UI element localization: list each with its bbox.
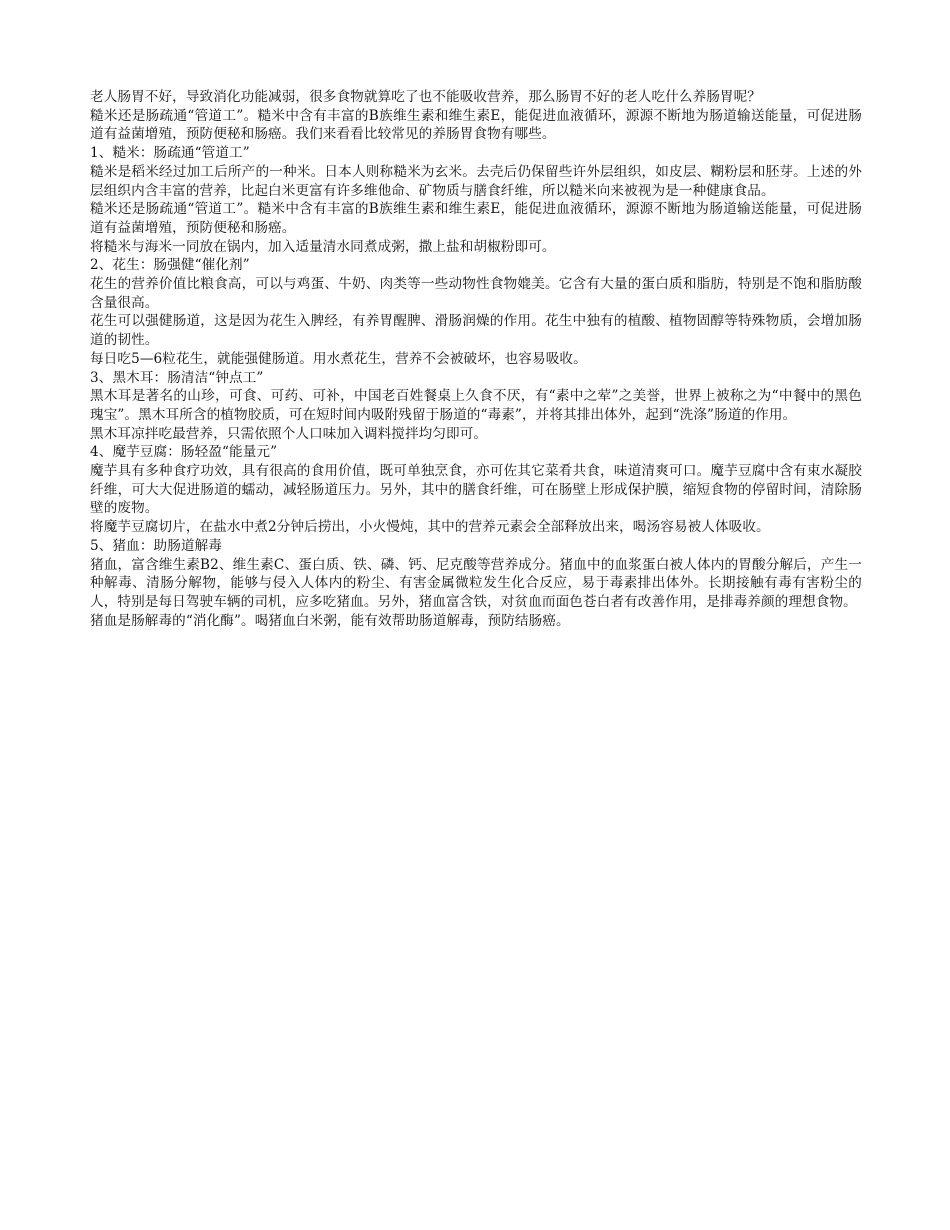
section-heading-brown-rice: 1、糙米：肠疏通“管道工” (90, 145, 250, 162)
peanut-recipe: 每日吃5—6粒花生，就能强健肠道。用水煮花生，营养不会被破坏，也容易吸收。 (90, 350, 587, 367)
intro-summary-paragraph: 糙米还是肠疏通“管道工”。糙米中含有丰富的B族维生素和维生素E，能促进血液循环，源源不断地为肠道输送能量，可促进肠道有益菌增殖，预防便秘和肠癌。我们来看看比较常见的养肠胃食物有哪些。 (90, 107, 862, 143)
peanut-description: 花生的营养价值比粮食高，可以与鸡蛋、牛奶、肉类等一些动物性食物媲美。它含有大量的蛋白质和脂肪，特别是不饱和脂肪酸含量很高。 (90, 276, 862, 311)
section-heading-black-fungus: 3、黑木耳：肠清洁“钟点工” (90, 369, 264, 386)
konjac-tofu-description: 魔芋具有多种食疗功效，具有很高的食用价值，既可单独烹食，亦可佐其它菜肴共食，味道清爽可口。魔芋豆腐中含有束水凝胶纤维，可大大促进肠道的蠕动，减轻肠道压力。另外，其中的膳食纤维，可在肠壁上形成保护膜，缩短食物的停留时间，清除肠壁的废物。 (90, 463, 862, 517)
pig-blood-description: 猪血，富含维生素B2、维生素C、蛋白质、铁、磷、钙、尼克酸等营养成分。猪血中的血浆蛋白被人体内的胃酸分解后，产生一种解毒、清肠分解物，能够与侵入人体内的粉尘、有害金属微粒发生化合反应，易于毒素排出体外。长期接触有毒有害粉尘的人，特别是每日驾驶车辆的司机，应多吃猪血。另外，猪血富含铁，对贫血而面色苍白者有改善作用，是排毒养颜的理想食物。 (90, 556, 862, 610)
black-fungus-description: 黑木耳是著名的山珍，可食、可药、可补，中国老百姓餐桌上久食不厌，有“素中之荤”之美誉，世界上被称之为“中餐中的黑色瑰宝”。黑木耳所含的植物胶质，可在短时间内吸附残留于肠道的“毒素”，并将其排出体外，起到“洗涤”肠道的作用。 (90, 388, 862, 423)
konjac-tofu-recipe: 将魔芋豆腐切片，在盐水中煮2分钟后捞出，小火慢炖，其中的营养元素会全部释放出来，喝汤容易被人体吸收。 (90, 519, 770, 536)
section-heading-peanut: 2、花生：肠强健“催化剂” (90, 257, 250, 274)
section-heading-konjac-tofu: 4、魔芋豆腐：肠轻盈“能量元” (90, 444, 278, 461)
black-fungus-recipe: 黑木耳凉拌吃最营养，只需依照个人口味加入调料搅拌均匀即可。 (90, 425, 488, 442)
pig-blood-recipe: 猪血是肠解毒的“消化酶”。喝猪血白米粥，能有效帮助肠道解毒，预防结肠癌。 (90, 612, 570, 629)
brown-rice-benefits: 糙米还是肠疏通“管道工”。糙米中含有丰富的B族维生素和维生素E，能促进血液循环，源源不断地为肠道输送能量，可促进肠道有益菌增殖，预防便秘和肠癌。 (90, 201, 862, 236)
brown-rice-description: 糙米是稻米经过加工后所产的一种米。日本人则称糙米为玄米。去壳后仍保留些许外层组织，如皮层、糊粉层和胚芽。上述的外层组织内含丰富的营养，比起白米更富有许多维他命、矿物质与膳食纤维，所以糙米向来被视为是一种健康食品。 (90, 163, 862, 199)
brown-rice-recipe: 将糙米与海米一同放在锅内，加入适量清水同煮成粥，撒上盐和胡椒粉即可。 (90, 238, 556, 255)
document-body (90, 88, 862, 630)
peanut-benefits: 花生可以强健肠道，这是因为花生入脾经，有养胃醒脾、滑肠润燥的作用。花生中独有的植酸、植物固醇等特殊物质，会增加肠道的韧性。 (90, 313, 862, 349)
intro-paragraph: 老人肠胃不好，导致消化功能减弱，很多食物就算吃了也不能吸收营养，那么肠胃不好的老人吃什么养肠胃呢？ (90, 89, 761, 105)
section-heading-pig-blood: 5、猪血：助肠道解毒 (90, 537, 222, 554)
